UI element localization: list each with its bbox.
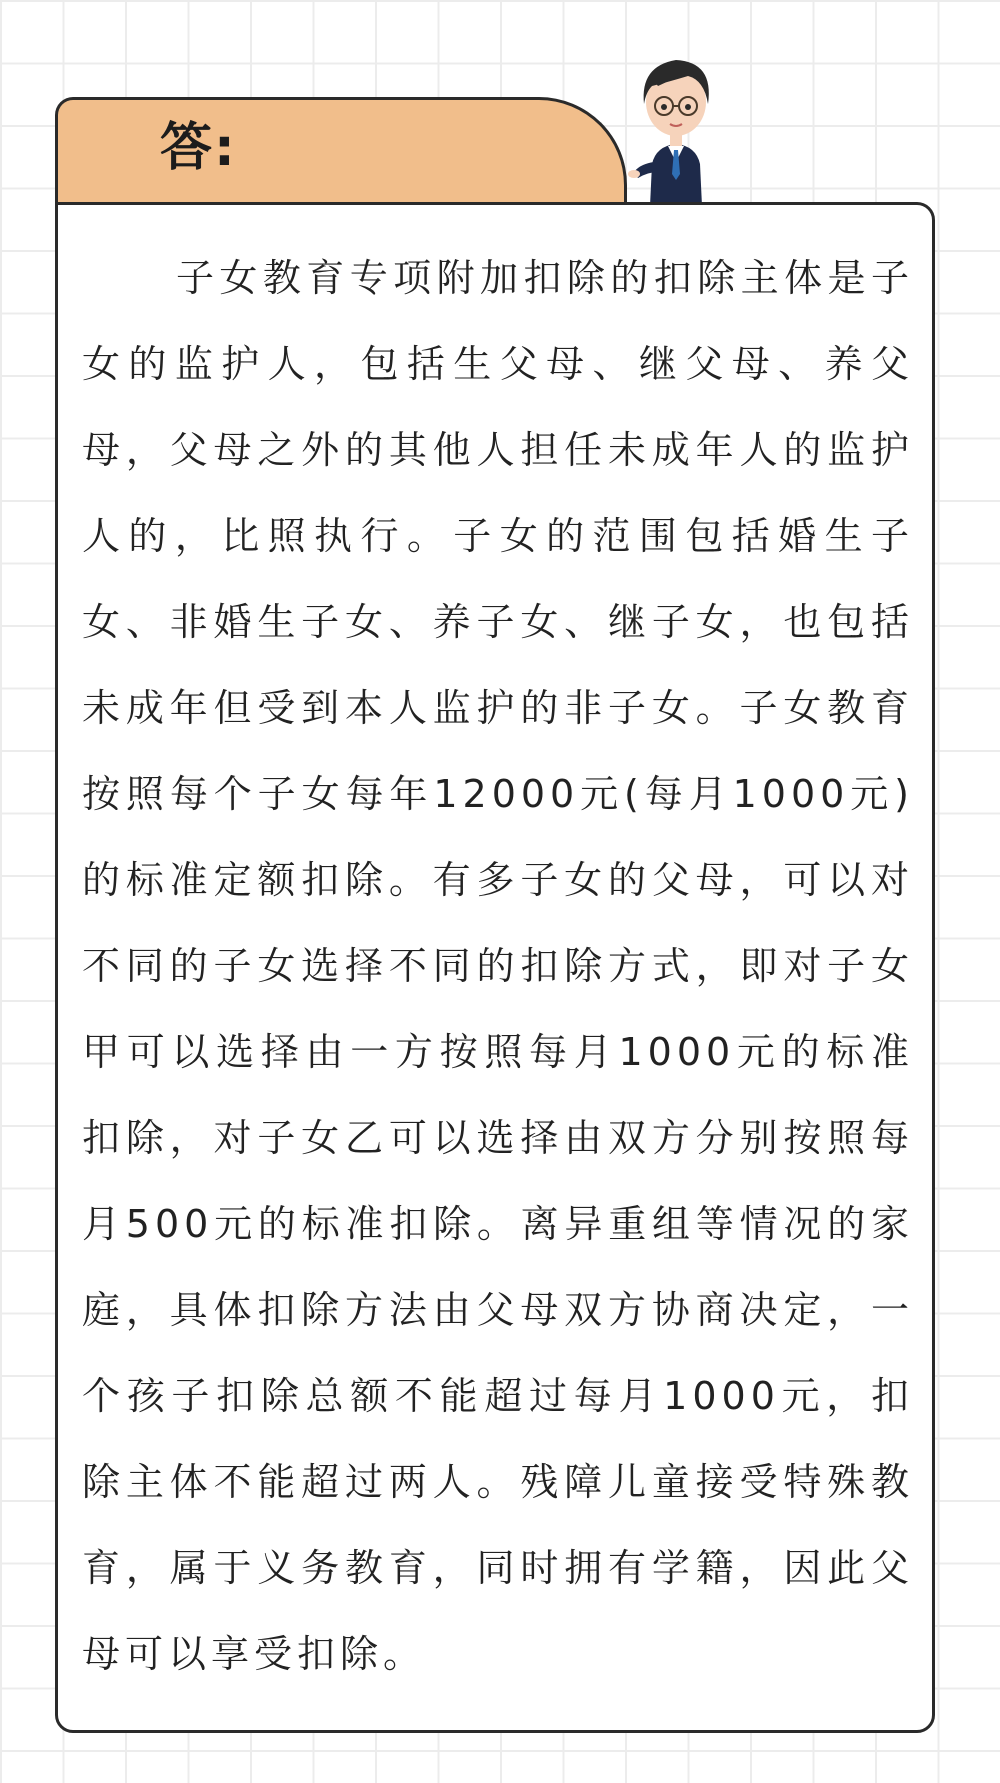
answer-paragraph: 子女教育专项附加扣除的扣除主体是子女的监护人，包括生父母、继父母、养父母，父母之外的其他人担任未成年人的监护人的，比照执行。子女的范围包括婚生子女、非婚生子女、养子女、继子女，也包括未成年但受到本人监护的非子女。子女教育按照每个子女每年12000元(每月1000元)的标准定额扣除。有多子女的父母，可以对不同的子女选择不同的扣除方式，即对子女甲可以选择由一方按照每月1000元的标准扣除，对子女乙可以选择由双方分别按照每月500元的标准扣除。离异重组等情况的家庭，具体扣除方法由父母双方协商决定，一个孩子扣除总额不能超过每月1000元，扣除主体不能超过两人。残障儿童接受特殊教育，属于义务教育，同时拥有学籍，因此父母可以享受扣除。	[82, 256, 914, 1676]
answer-content-box	[55, 202, 935, 1733]
answer-header-tab	[55, 97, 627, 203]
answer-label: 答:	[160, 118, 237, 178]
cartoon-tax-officer-icon	[628, 46, 724, 206]
